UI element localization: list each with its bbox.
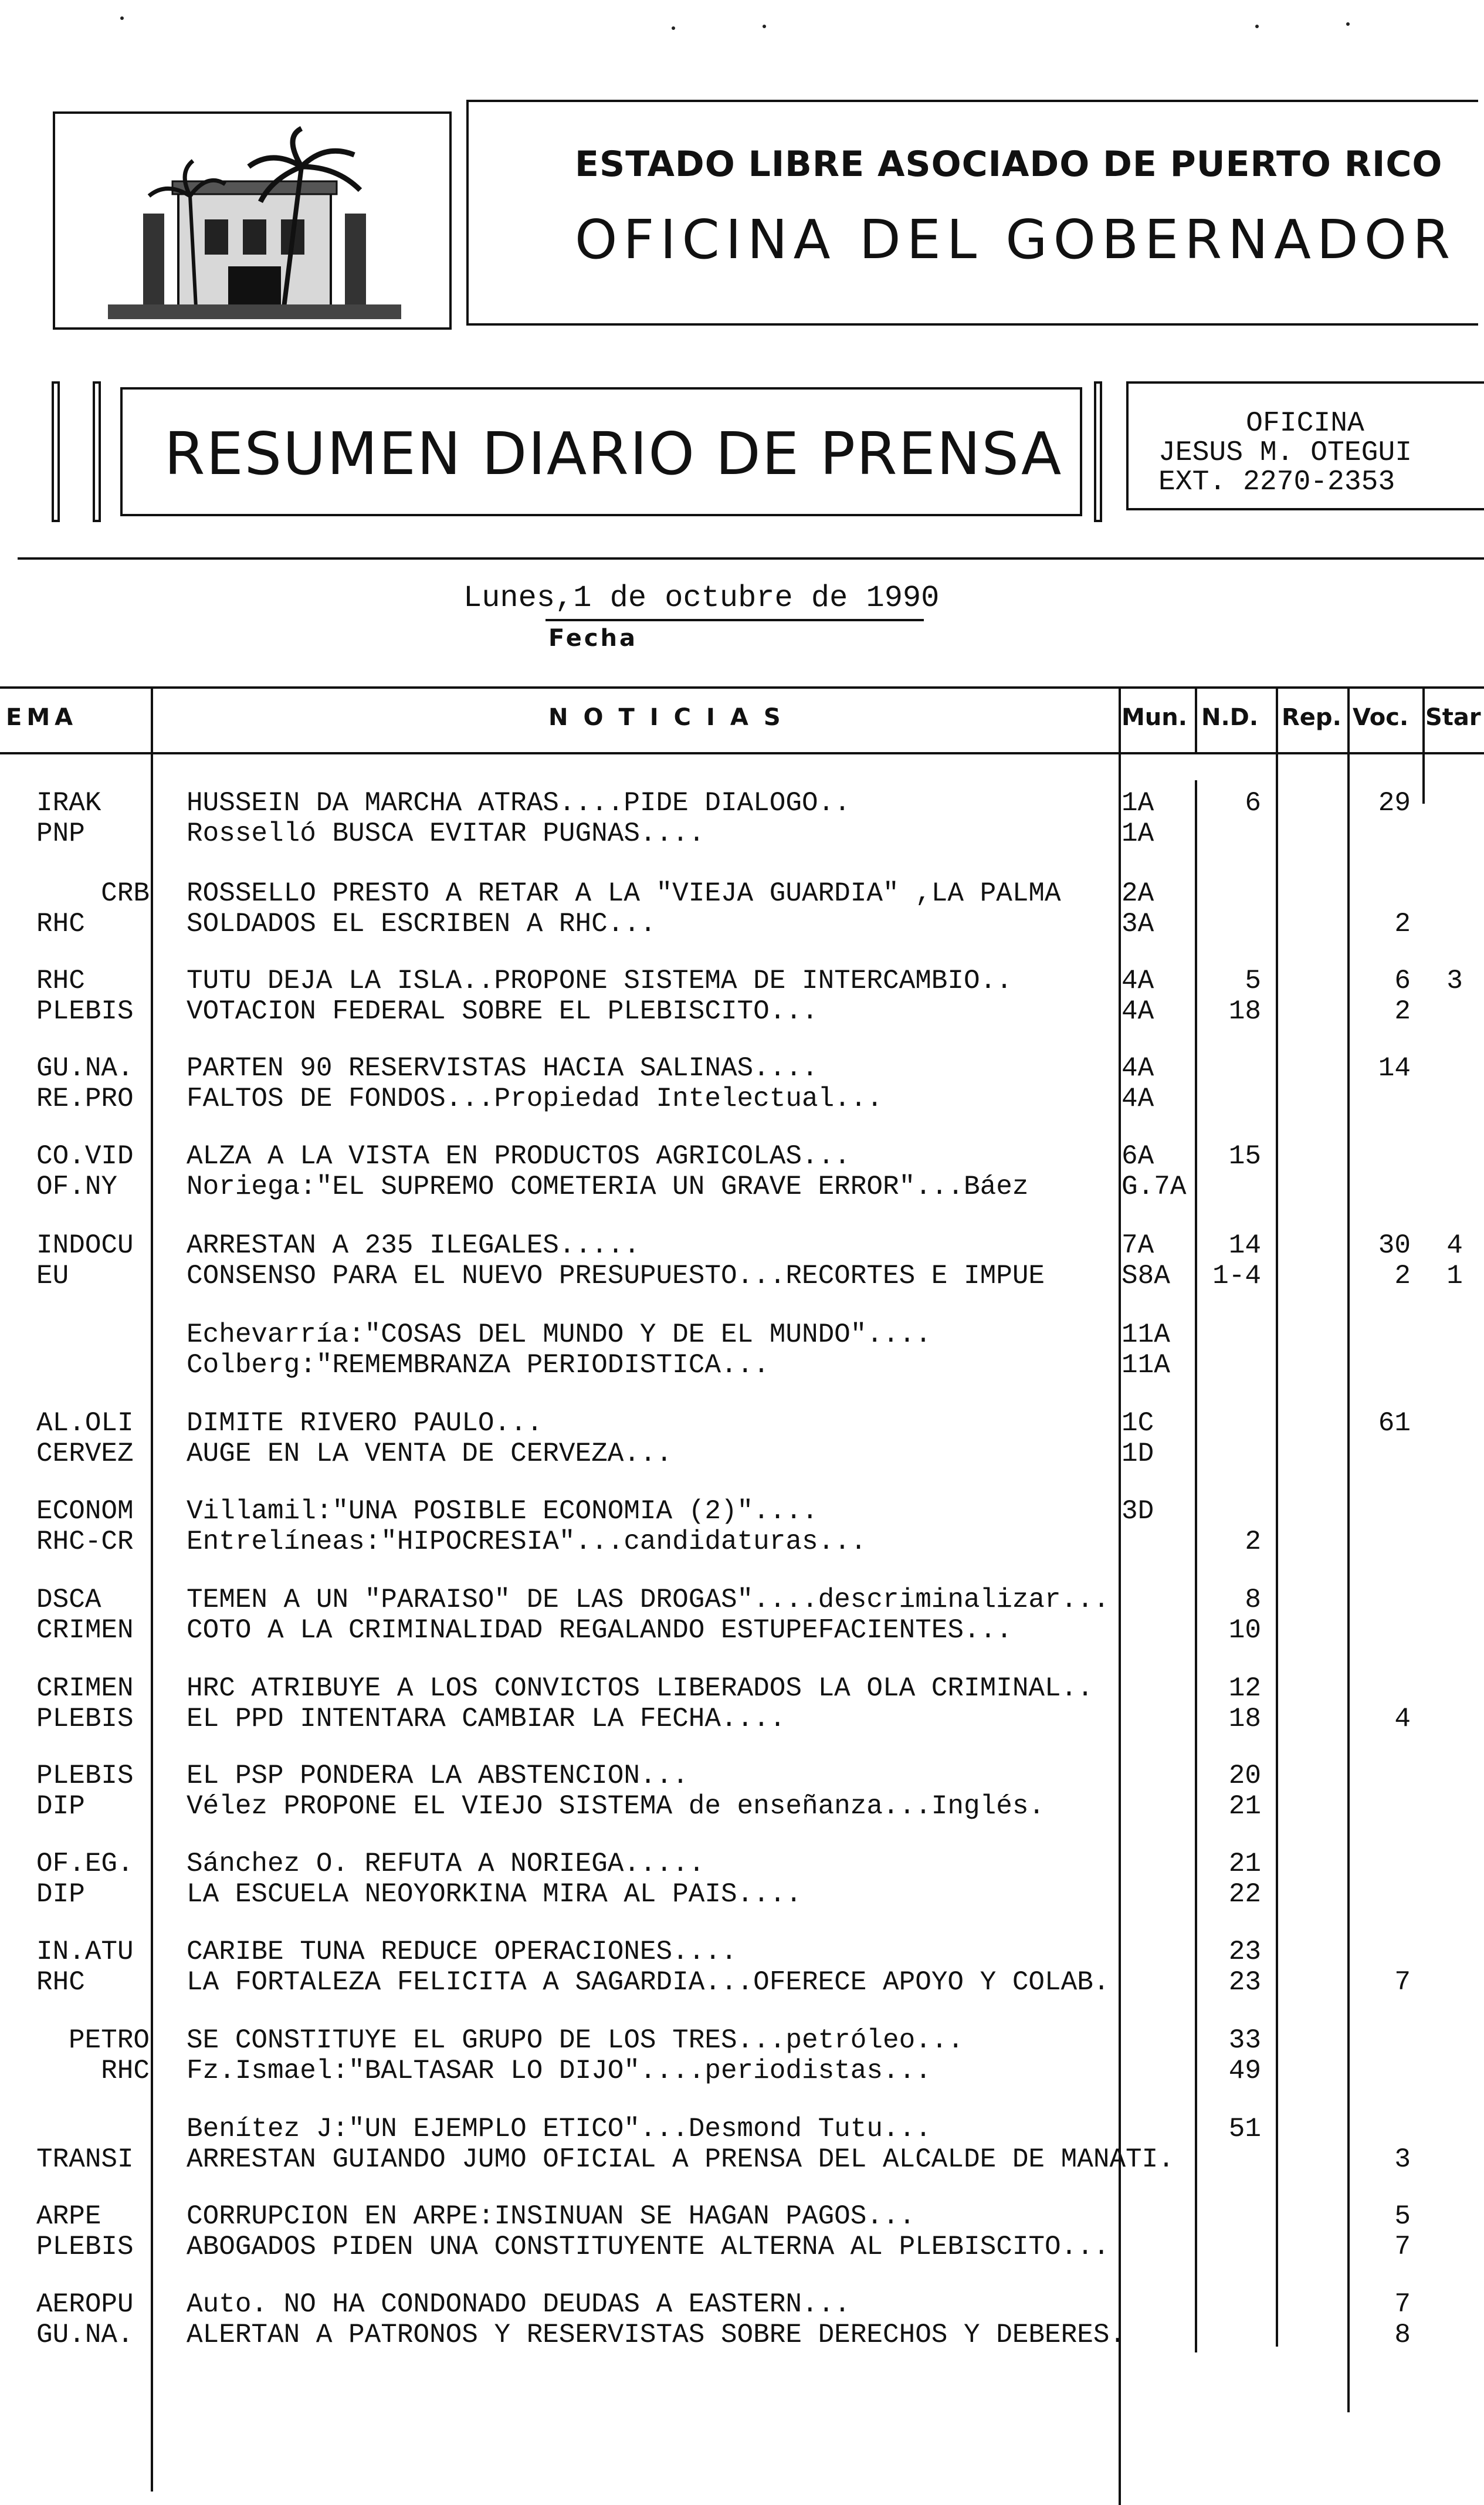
noticia-cell: LA ESCUELA NEOYORKINA MIRA AL PAIS.... <box>187 1879 802 1910</box>
tema-cell: PLEBIS <box>36 1704 134 1734</box>
voc-cell: 7 <box>1394 2232 1411 2262</box>
resumen-title: RESUMEN DIARIO DE PRENSA <box>164 419 1063 488</box>
noticia-cell: EL PSP PONDERA LA ABSTENCION... <box>187 1761 689 1791</box>
noticia-cell: CONSENSO PARA EL NUEVO PRESUPUESTO...RECORTES E IMPUE <box>187 1261 1045 1291</box>
tema-cell: AEROPU <box>36 2289 134 2320</box>
table-row <box>0 1937 1484 1967</box>
nd-cell: 23 <box>1228 1967 1261 1998</box>
star-cell: 3 <box>1446 966 1463 996</box>
table-row <box>0 878 1484 909</box>
nd-cell: 21 <box>1228 1849 1261 1879</box>
table-row <box>0 1438 1484 1469</box>
mun-cell: 1A <box>1122 818 1154 849</box>
tema-cell: PLEBIS <box>36 996 134 1027</box>
table-row <box>0 1350 1484 1380</box>
noticia-cell: ROSSELLO PRESTO A RETAR A LA "VIEJA GUARDIA" ,LA PALMA <box>187 878 1061 909</box>
table-row <box>0 1585 1484 1615</box>
column-header-voc: Voc. <box>1353 704 1409 731</box>
voc-cell: 30 <box>1378 1230 1411 1261</box>
noticia-cell: Echevarría:"COSAS DEL MUNDO Y DE EL MUNDO".... <box>187 1319 931 1350</box>
mun-cell: 1A <box>1122 788 1154 818</box>
table-row <box>0 1141 1484 1172</box>
noticia-cell: ABOGADOS PIDEN UNA CONSTITUYENTE ALTERNA AL PLEBISCITO... <box>187 2232 1110 2262</box>
scan-speck <box>1346 22 1350 26</box>
nd-cell: 5 <box>1245 966 1261 996</box>
tema-cell: RE.PRO <box>36 1084 134 1114</box>
star-cell: 4 <box>1446 1230 1463 1261</box>
nd-cell: 14 <box>1228 1230 1261 1261</box>
table-row <box>0 909 1484 939</box>
tema-cell: PLEBIS <box>36 1761 134 1791</box>
table-row <box>0 818 1484 849</box>
nd-cell: 12 <box>1228 1673 1261 1704</box>
tema-cell: ARPE <box>36 2201 101 2232</box>
table-row <box>0 1319 1484 1350</box>
voc-cell: 4 <box>1394 1704 1411 1734</box>
column-divider <box>1347 686 1350 752</box>
decorative-bar <box>93 381 101 522</box>
table-row <box>0 2232 1484 2262</box>
decorative-bar <box>52 381 60 522</box>
divider <box>18 557 1484 560</box>
noticia-cell: Colberg:"REMEMBRANZA PERIODISTICA... <box>187 1350 770 1380</box>
mun-cell: 1D <box>1122 1438 1154 1469</box>
noticia-cell: SE CONSTITUYE EL GRUPO DE LOS TRES...petróleo... <box>187 2025 964 2056</box>
tema-cell: RHC <box>36 1967 85 1998</box>
header-line-2: OFICINA DEL GOBERNADOR <box>575 208 1456 271</box>
scan-speck <box>672 26 675 30</box>
tema-cell: PETRO <box>68 2025 150 2056</box>
table-row <box>0 1230 1484 1261</box>
table-row <box>0 1704 1484 1734</box>
tema-cell: TRANSI <box>36 2144 134 2175</box>
tema-cell: CRIMEN <box>36 1615 134 1646</box>
nd-cell: 10 <box>1228 1615 1261 1646</box>
noticia-cell: Benítez J:"UN EJEMPLO ETICO"...Desmond Tutu... <box>187 2114 931 2144</box>
scan-speck <box>763 25 766 28</box>
logo-frame <box>53 111 452 330</box>
table-row <box>0 1615 1484 1646</box>
nd-cell: 23 <box>1228 1937 1261 1967</box>
voc-cell: 6 <box>1394 966 1411 996</box>
tema-cell: OF.EG. <box>36 1849 134 1879</box>
table-row <box>0 1053 1484 1084</box>
mun-cell: S8A <box>1122 1261 1170 1291</box>
date-underline <box>546 619 924 621</box>
noticia-cell: Villamil:"UNA POSIBLE ECONOMIA (2)".... <box>187 1496 818 1526</box>
table-row <box>0 788 1484 818</box>
tema-cell: CO.VID <box>36 1141 134 1172</box>
nd-cell: 18 <box>1228 1704 1261 1734</box>
noticia-cell: Rosselló BUSCA EVITAR PUGNAS.... <box>187 818 705 849</box>
table-row <box>0 966 1484 996</box>
column-header-nd: N.D. <box>1201 704 1259 731</box>
noticia-cell: Noriega:"EL SUPREMO COMETERIA UN GRAVE ERROR"...Báez <box>187 1172 1029 1202</box>
scan-speck <box>1255 25 1259 28</box>
nd-cell: 15 <box>1228 1141 1261 1172</box>
column-divider <box>1422 686 1425 804</box>
column-header-noticias: NOTICIAS <box>548 704 796 731</box>
header-line-1: ESTADO LIBRE ASOCIADO DE PUERTO RICO <box>575 144 1443 185</box>
column-header-tema: EMA <box>6 704 78 731</box>
mun-cell: 2A <box>1122 878 1154 909</box>
noticia-cell: ALZA A LA VISTA EN PRODUCTOS AGRICOLAS... <box>187 1141 851 1172</box>
mun-cell: 11A <box>1122 1319 1170 1350</box>
noticia-cell: EL PPD INTENTARA CAMBIAR LA FECHA.... <box>187 1704 786 1734</box>
nd-cell: 20 <box>1228 1761 1261 1791</box>
mun-cell: 4A <box>1122 1053 1154 1084</box>
noticia-cell: CORRUPCION EN ARPE:INSINUAN SE HAGAN PAGOS... <box>187 2201 916 2232</box>
nd-cell: 22 <box>1228 1879 1261 1910</box>
nd-cell: 51 <box>1228 2114 1261 2144</box>
column-divider <box>1195 686 1197 752</box>
table-row <box>0 2025 1484 2056</box>
voc-cell: 7 <box>1394 2289 1411 2320</box>
noticia-cell: COTO A LA CRIMINALIDAD REGALANDO ESTUPEFACIENTES... <box>187 1615 1012 1646</box>
star-cell: 1 <box>1446 1261 1463 1291</box>
tema-cell: CRIMEN <box>36 1673 134 1704</box>
tema-cell: GU.NA. <box>36 2320 134 2350</box>
tema-cell: CERVEZ <box>36 1438 134 1469</box>
noticia-cell: TUTU DEJA LA ISLA..PROPONE SISTEMA DE INTERCAMBIO.. <box>187 966 1012 996</box>
office-extension: EXT. 2270-2353 <box>1158 466 1395 498</box>
table-row <box>0 2289 1484 2320</box>
table-row <box>0 2201 1484 2232</box>
nd-cell: 18 <box>1228 996 1261 1027</box>
nd-cell: 6 <box>1245 788 1261 818</box>
mun-cell: 4A <box>1122 1084 1154 1114</box>
table-row <box>0 2114 1484 2144</box>
nd-cell: 1-4 <box>1212 1261 1261 1291</box>
tema-cell: DIP <box>36 1879 85 1910</box>
noticia-cell: TEMEN A UN "PARAISO" DE LAS DROGAS"....descriminalizar... <box>187 1585 1110 1615</box>
nd-cell: 49 <box>1228 2056 1261 2086</box>
voc-cell: 3 <box>1394 2144 1411 2175</box>
table-row <box>0 1084 1484 1114</box>
table-row <box>0 1172 1484 1202</box>
voc-cell: 2 <box>1394 996 1411 1027</box>
nd-cell: 21 <box>1228 1791 1261 1822</box>
noticia-cell: CARIBE TUNA REDUCE OPERACIONES.... <box>187 1937 737 1967</box>
tema-cell: GU.NA. <box>36 1053 134 1084</box>
mun-cell: 4A <box>1122 966 1154 996</box>
noticia-cell: ARRESTAN GUIANDO JUMO OFICIAL A PRENSA DEL ALCALDE DE MANATI. <box>187 2144 1174 2175</box>
table-row <box>0 2144 1484 2175</box>
voc-cell: 29 <box>1378 788 1411 818</box>
table-row <box>0 1849 1484 1879</box>
table-row <box>0 1791 1484 1822</box>
noticia-cell: Fz.Ismael:"BALTASAR LO DIJO"....periodistas... <box>187 2056 931 2086</box>
voc-cell: 2 <box>1394 909 1411 939</box>
voc-cell: 7 <box>1394 1967 1411 1998</box>
tema-cell: PLEBIS <box>36 2232 134 2262</box>
mun-cell: G.7A <box>1122 1172 1187 1202</box>
nd-cell: 33 <box>1228 2025 1261 2056</box>
noticia-cell: DIMITE RIVERO PAULO... <box>187 1408 543 1438</box>
column-header-star: Star <box>1425 704 1481 731</box>
table-row <box>0 1761 1484 1791</box>
table-row <box>0 1879 1484 1910</box>
office-label: OFICINA <box>1246 408 1364 439</box>
tema-cell: EU <box>36 1261 69 1291</box>
date-value: Lunes,1 de octubre de 1990 <box>463 581 940 615</box>
tema-cell: IRAK <box>36 788 101 818</box>
mun-cell: 6A <box>1122 1141 1154 1172</box>
table-row <box>0 1673 1484 1704</box>
mun-cell: 4A <box>1122 996 1154 1027</box>
mun-cell: 1C <box>1122 1408 1154 1438</box>
scan-speck <box>120 16 124 20</box>
noticia-cell: FALTOS DE FONDOS...Propiedad Intelectual... <box>187 1084 883 1114</box>
table-row <box>0 1526 1484 1557</box>
noticia-cell: Entrelíneas:"HIPOCRESIA"...candidaturas... <box>187 1526 867 1557</box>
noticia-cell: HUSSEIN DA MARCHA ATRAS....PIDE DIALOGO.. <box>187 788 851 818</box>
fortaleza-logo-icon <box>108 126 401 319</box>
tema-cell: RHC <box>101 2056 150 2086</box>
table-row <box>0 1261 1484 1291</box>
voc-cell: 14 <box>1378 1053 1411 1084</box>
tema-cell: INDOCU <box>36 1230 134 1261</box>
noticia-cell: SOLDADOS EL ESCRIBEN A RHC... <box>187 909 656 939</box>
noticia-cell: AUGE EN LA VENTA DE CERVEZA... <box>187 1438 673 1469</box>
date-label: Fecha <box>548 625 638 652</box>
tema-cell: RHC <box>36 909 85 939</box>
tema-cell: DSCA <box>36 1585 101 1615</box>
tema-cell: AL.OLI <box>36 1408 134 1438</box>
voc-cell: 61 <box>1378 1408 1411 1438</box>
column-header-rep: Rep. <box>1282 704 1341 731</box>
tema-cell: ECONOM <box>36 1496 134 1526</box>
tema-cell: OF.NY <box>36 1172 118 1202</box>
tema-cell: RHC-CR <box>36 1526 134 1557</box>
noticia-cell: Sánchez O. REFUTA A NORIEGA..... <box>187 1849 705 1879</box>
table-row <box>0 2056 1484 2086</box>
noticia-cell: Vélez PROPONE EL VIEJO SISTEMA de enseñanza...Inglés. <box>187 1791 1045 1822</box>
tema-cell: DIP <box>36 1791 85 1822</box>
table-row <box>0 2320 1484 2350</box>
voc-cell: 5 <box>1394 2201 1411 2232</box>
table-row <box>0 996 1484 1027</box>
noticia-cell: PARTEN 90 RESERVISTAS HACIA SALINAS.... <box>187 1053 818 1084</box>
table-header-bottom-rule <box>0 752 1484 754</box>
table-row <box>0 1496 1484 1526</box>
column-header-mun: Mun. <box>1122 704 1187 731</box>
nd-cell: 8 <box>1245 1585 1261 1615</box>
voc-cell: 2 <box>1394 1261 1411 1291</box>
tema-cell: RHC <box>36 966 85 996</box>
nd-cell: 2 <box>1245 1526 1261 1557</box>
noticia-cell: Auto. NO HA CONDONADO DEUDAS A EASTERN... <box>187 2289 851 2320</box>
tema-cell: CRB <box>101 878 150 909</box>
mun-cell: 7A <box>1122 1230 1154 1261</box>
mun-cell: 3D <box>1122 1496 1154 1526</box>
voc-cell: 8 <box>1394 2320 1411 2350</box>
office-name: JESUS M. OTEGUI <box>1158 437 1412 469</box>
table-header-top-rule <box>0 686 1484 689</box>
tema-cell: PNP <box>36 818 85 849</box>
table-row <box>0 1967 1484 1998</box>
noticia-cell: HRC ATRIBUYE A LOS CONVICTOS LIBERADOS LA OLA CRIMINAL.. <box>187 1673 1093 1704</box>
decorative-bar <box>1094 381 1102 522</box>
noticia-cell: VOTACION FEDERAL SOBRE EL PLEBISCITO... <box>187 996 818 1027</box>
noticia-cell: LA FORTALEZA FELICITA A SAGARDIA...OFERECE APOYO Y COLAB. <box>187 1967 1110 1998</box>
noticia-cell: ALERTAN A PATRONOS Y RESERVISTAS SOBRE DERECHOS Y DEBERES. <box>187 2320 1126 2350</box>
mun-cell: 3A <box>1122 909 1154 939</box>
table-row <box>0 1408 1484 1438</box>
tema-cell: IN.ATU <box>36 1937 134 1967</box>
mun-cell: 11A <box>1122 1350 1170 1380</box>
noticia-cell: ARRESTAN A 235 ILEGALES..... <box>187 1230 640 1261</box>
